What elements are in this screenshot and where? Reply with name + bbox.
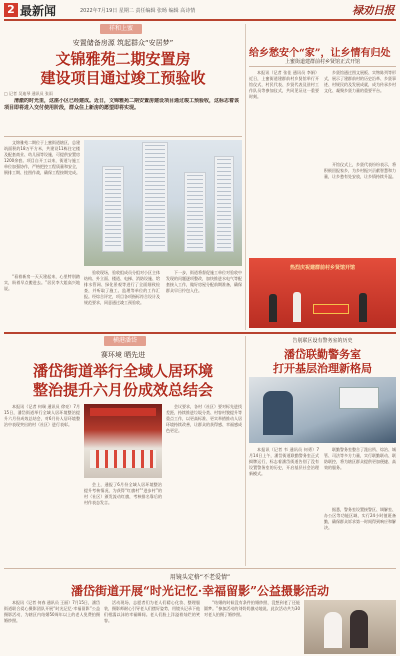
article1-body-col2: 验收现场，验收组成员分组对小区主体结构、外立面、楼道、电梯、消防设施、给排水管网、绿化景观等进行了全面细致检查，并听取了施工、监理等单位的工作汇报。经综合评定，项目各项指标符合设计及规范要求，同意通过竣工预验收。 <box>84 270 160 305</box>
ceremony-red-cloth <box>313 304 349 314</box>
wedding-photo <box>304 600 396 654</box>
article3-kicker: 赛环境 晒先进 <box>100 351 146 359</box>
award-photo-people <box>90 450 156 468</box>
award-photo <box>84 404 162 478</box>
building-photo-tower <box>142 142 168 252</box>
article1-headline-line2: 建设项目通过竣工预验收 <box>40 69 206 87</box>
article4-headline-line2: 打开基层治理新格局 <box>273 362 372 375</box>
ceremony-photo <box>249 258 396 328</box>
police-photo-sign <box>339 387 379 409</box>
article5-headline: 潘岱街道开展“时光记忆·幸福留影”公益摄影活动 <box>71 584 329 598</box>
article2-subhead: 上蜜街道建群前村乡贤馆正式开馆 <box>284 59 360 65</box>
article1-lead-rule <box>4 136 242 137</box>
section-divider <box>4 568 396 569</box>
article2-body-col2: 乡贤馆通过图文展板、实物陈列等形式，展示了建群前村的历史沿革、乡贤事迹、村规民约及发展成就，成为传承乡村文化、凝聚乡贤力量的重要平台。 <box>324 70 396 93</box>
article3-headline-line1: 潘岱街道举行全域人居环境 <box>32 362 213 380</box>
article1-body-col1: 文锦雅苑二期位于上蜜街道辖区，总建筑面积约18万平方米，共建设11栋住宅楼及配套商业、幼儿园等设施，可提供安置房1200余套。项目自开工以来，街道与施工单位加强协作，严格把控工程质量和安全，倒排工期、挂图作战，确保工程按期完成。 <box>4 140 80 175</box>
article1-lead: 清澈的时光里，这座小区已经建成。近日，文锦雅苑二期安置房建设项目通过竣工预验收，这标志着该项目即将进入交付使用阶段，群众住上新房的愿望即将实现。 <box>4 98 240 111</box>
wedding-photo-bride <box>324 612 342 648</box>
article4-body-col2: 联勤警务室整合了派出所、综治、城管、司法等多方力量，实行联勤联动、联防联控，将为辖区群众提供更加便捷、高效的服务。 <box>324 447 396 470</box>
article1-body-col1b: “看着新房一天天建起来，心里特别踏实，盼着早点搬进去。”居民李大姐高兴地说。 <box>4 274 80 291</box>
wedding-photo-groom <box>350 610 368 648</box>
award-photo-backdrop <box>90 408 156 416</box>
article2-body-col3: 开馆仪式上，乡贤代表纷纷表示，将积极回报家乡，为乡村振兴贡献智慧和力量，让乡愁有处安放，让乡情持续升温。 <box>324 162 396 179</box>
article1-byline: □ 记者 吴迪琴 通讯员 张雨 <box>4 91 53 96</box>
section-tag-2: 横港潘岱 <box>104 336 146 346</box>
building-photo <box>84 140 242 266</box>
article1-body-col3: 下一步，街道将督促施工单位对验收中发现的问题逐项整改，加快推进水电气等配套接入工作，做好房屋分配前期准备，确保群众早日拎包入住。 <box>166 270 242 293</box>
police-photo-officer <box>263 391 293 435</box>
ceremony-person <box>359 293 367 322</box>
building-photo-tower <box>184 172 206 252</box>
article4-headline-line1: 潘岱联勤警务室 <box>284 348 361 361</box>
ceremony-banner-text: 热烈庆祝建群前村乡贤馆开馆 <box>289 265 355 271</box>
police-photo <box>249 377 396 443</box>
article3-body-col1: 本报讯（记者 何瑞 通讯员 徐亮）7月15日，潘岱街道举行全域人居环境整治提升六月份成效总结会，对6月份人居环境整治中表现突出的村（社区）进行表彰。 <box>4 404 80 427</box>
article3-body-col3: 会议要求，各村（社区）要对标先进找差距，持续推进垃圾分类、村容村貌提升等重点工作，以更高标准、更实举措推动人居环境持续改善，让群众的获得感、幸福感成色更足。 <box>166 404 242 433</box>
article3-body-col2: 会上，通报了6月份全域人居环境整治提升考核情况，为获得“红旗村”“进步村”的村（社区）颁发流动红旗，考核排名靠后的村作表态发言。 <box>84 482 162 505</box>
building-photo-tower <box>214 156 234 252</box>
section-tag-1: 祥和上蜜 <box>100 24 142 34</box>
article2-headline: 给乡愁安个“家”，让乡情有归处 <box>249 48 391 59</box>
section-name: 最新闻 <box>20 4 57 18</box>
article1-headline-line1: 文锦雅苑二期安置房 <box>55 50 191 68</box>
ceremony-person <box>293 292 301 322</box>
issue-meta: 2022年7月19日 星期二 责任编辑 张旸 编辑 高诗情 <box>80 8 196 14</box>
ceremony-person <box>269 294 277 322</box>
article3-headline-line2: 整治提升六月份成效总结会 <box>32 381 213 399</box>
newspaper-logo: 禄劝日报 <box>352 4 394 17</box>
building-photo-tower <box>102 166 124 252</box>
article4-kicker: 告别联区设有警务室的历史 <box>292 338 353 344</box>
article5-kicker: 用镜头定格“不老爱情” <box>169 574 231 581</box>
article1-kicker: 安置储备房源 筑起群众“安居梦” <box>72 39 174 47</box>
column-divider <box>245 24 246 330</box>
page-number: 2 <box>4 3 18 17</box>
article2-rule <box>249 66 396 67</box>
article4-body-col1: 本报讯（记者 韦 通讯员 何勇）7月14日上午，潘岱街道联勤警务室正式揭牌运行，标志着潘岱街道告别了没有设置警务室的历史，开启基层社会治理新模式。 <box>249 447 319 476</box>
article5-body-col2: 活动现场，志愿者们为老人们精心化妆、整理服装，摄影师耐心引导老人们摆好姿势，用镜头记录下他们相濡以沫的幸福瞬间。老人们脸上洋溢着灿烂的笑容。 <box>104 600 200 623</box>
section-divider <box>4 332 396 334</box>
header-rule <box>4 19 396 21</box>
article4-body-col3: 据悉，警务室设置接警区、调解室、办公区等功能区域，实行24小时值班备勤，确保群众诉求第一时间得到响应和解决。 <box>324 507 396 530</box>
column-divider <box>245 336 246 566</box>
article2-body-col1: 本报讯（记者 张佳 通讯员 李娟）近日，上蜜街道建群前村乡贤馆举行开馆仪式，村民代表、乡贤代表及驻村工作队员等参加仪式，共同见证这一重要时刻。 <box>249 70 319 99</box>
article5-body-col3: “结婚的时候没有条件拍婚纱照，没想到老了还能圆梦。”参加活动的刘奶奶激动地说。此次活动共为30对老人拍摄了婚纱照。 <box>204 600 300 617</box>
article5-body-col1: 本报讯（记者 何春 通讯员 王丽）7月15日，潘岱街道联合爱心摄影团队开展“时光记忆·幸福留影”公益摄影活动，为辖区内结婚50周年以上的老人免费拍摄婚纱照。 <box>4 600 100 623</box>
